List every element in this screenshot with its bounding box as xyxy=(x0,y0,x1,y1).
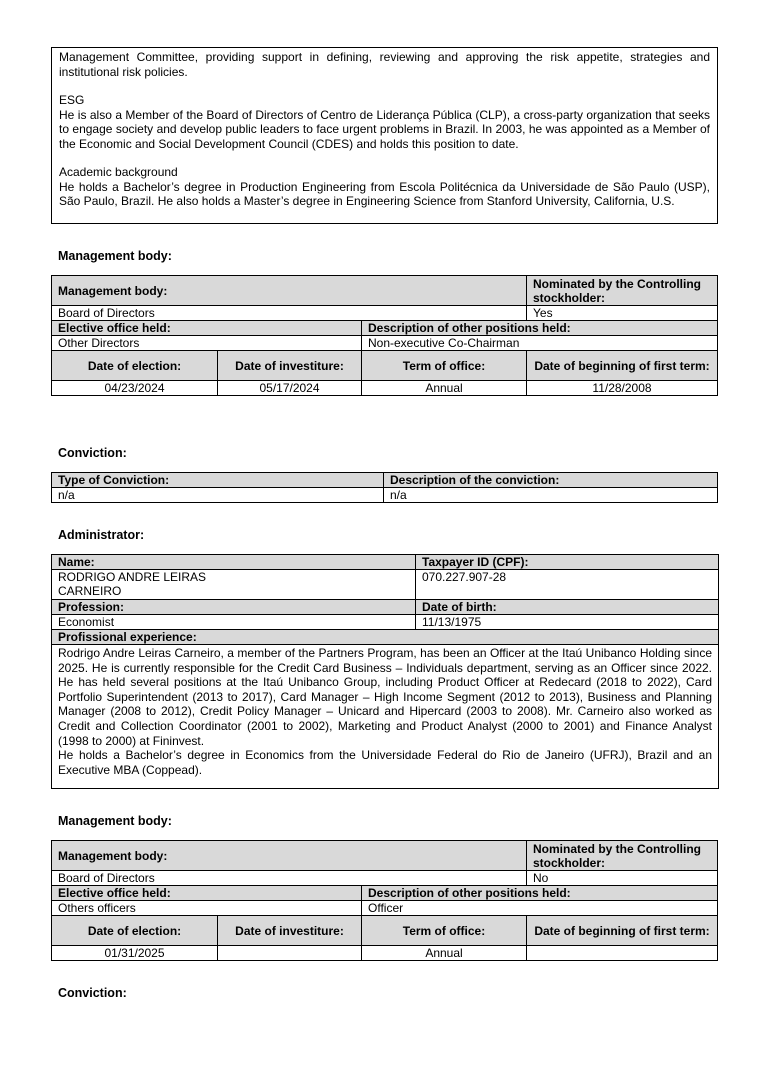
dob-label: Date of birth: xyxy=(416,600,719,615)
other-positions-label: Description of other positions held: xyxy=(362,321,718,336)
esg-text: He is also a Member of the Board of Directors of Centro de Liderança Pública (CLP), a cross-party organization that seeks to engage society and develop public leaders to face urgent problems in Brazil. In 2003, he was appointed as a Member of the Economic and Social Development Council (CDES) and holds this position to date. xyxy=(59,107,710,151)
first-term-value xyxy=(527,946,718,961)
name-value xyxy=(52,570,416,600)
nominated-label: Nominated by the Controlling stockholder: xyxy=(527,276,718,306)
administrator-heading: Administrator: xyxy=(58,528,145,542)
elective-office-value: Others officers xyxy=(52,901,362,916)
date-investiture-value: 05/17/2024 xyxy=(218,381,362,396)
management-body-heading: Management body: xyxy=(58,249,172,263)
management-body-table-2 xyxy=(51,840,718,961)
term-office-value: Annual xyxy=(362,381,527,396)
experience-paragraph-2: He holds a Bachelor’s degree in Economics from the Universidade Federal do Rio de Janeiro (UFRJ), Brazil and an Executive MBA (Coppead). xyxy=(58,748,712,777)
dob-value: 11/13/1975 xyxy=(416,615,719,630)
administrator-table xyxy=(51,554,719,789)
academic-title: Academic background xyxy=(59,165,178,179)
first-term-label: Date of beginning of first term: xyxy=(527,351,718,381)
term-office-label: Term of office: xyxy=(362,916,527,946)
name-label: Name: xyxy=(52,555,416,570)
first-term-label: Date of beginning of first term: xyxy=(527,916,718,946)
name-line-2: CARNEIRO xyxy=(58,584,122,598)
bio-continuation-box xyxy=(51,47,718,224)
cpf-value: 070.227.907-28 xyxy=(416,570,719,600)
experience-value xyxy=(52,645,719,789)
conviction-type-value: n/a xyxy=(52,488,384,503)
management-body-table xyxy=(51,275,718,396)
conviction-type-label: Type of Conviction: xyxy=(52,473,384,488)
date-investiture-label: Date of investiture: xyxy=(218,351,362,381)
experience-label: Profissional experience: xyxy=(52,630,719,645)
conviction-heading-2: Conviction: xyxy=(58,986,127,1000)
date-election-value: 04/23/2024 xyxy=(52,381,218,396)
term-office-value: Annual xyxy=(362,946,527,961)
management-body-label: Management body: xyxy=(52,276,527,306)
elective-office-label: Elective office held: xyxy=(52,321,362,336)
profession-label: Profession: xyxy=(52,600,416,615)
nominated-value: Yes xyxy=(527,306,718,321)
management-body-value: Board of Directors xyxy=(52,871,527,886)
conviction-desc-label: Description of the conviction: xyxy=(384,473,718,488)
first-term-value: 11/28/2008 xyxy=(527,381,718,396)
management-body-heading-2: Management body: xyxy=(58,814,172,828)
conviction-heading: Conviction: xyxy=(58,446,127,460)
management-body-label: Management body: xyxy=(52,841,527,871)
profession-value: Economist xyxy=(52,615,416,630)
conviction-table xyxy=(51,472,718,503)
other-positions-value: Non-executive Co-Chairman xyxy=(362,336,718,351)
cpf-label: Taxpayer ID (CPF): xyxy=(416,555,719,570)
nominated-value: No xyxy=(527,871,718,886)
bio-intro-text: Management Committee, providing support in defining, reviewing and approving the risk appetite, strategies and institutional risk policies. xyxy=(59,50,710,79)
elective-office-value: Other Directors xyxy=(52,336,362,351)
academic-text: He holds a Bachelor’s degree in Production Engineering from Escola Politécnica da Universidade de São Paulo (USP), São Paulo, Brazil. He also holds a Master’s degree in Engineering Science from Stanford University, California, U.S. xyxy=(59,179,710,208)
nominated-label: Nominated by the Controlling stockholder: xyxy=(527,841,718,871)
date-election-label: Date of election: xyxy=(52,351,218,381)
experience-paragraph-1: Rodrigo Andre Leiras Carneiro, a member of the Partners Program, has been an Officer at the Itaú Unibanco Holding since 2025. He is currently responsible for the Credit Card Business – Individuals department, serving as an Officer since 2022. He has held several positions at the Itaú Unibanco Group, including Product Officer at Redecard (2018 to 2022), Card Portfolio Superintendent (2013 to 2017), Card Manager – High Income Segment (2012 to 2013), Business and Planning Manager (2008 to 2012), Credit Policy Manager – Unicard and Hipercard (2003 to 2008). Mr. Carneiro also worked as Credit and Collection Coordinator (2001 to 2002), Marketing and Product Analyst (2000 to 2001) and Finance Analyst (1998 to 2000) at Fininvest. xyxy=(58,646,712,748)
other-positions-label: Description of other positions held: xyxy=(362,886,718,901)
elective-office-label: Elective office held: xyxy=(52,886,362,901)
term-office-label: Term of office: xyxy=(362,351,527,381)
management-body-value: Board of Directors xyxy=(52,306,527,321)
other-positions-value: Officer xyxy=(362,901,718,916)
conviction-desc-value: n/a xyxy=(384,488,718,503)
name-line-1: RODRIGO ANDRE LEIRAS xyxy=(58,570,207,584)
date-election-label: Date of election: xyxy=(52,916,218,946)
date-election-value: 01/31/2025 xyxy=(52,946,218,961)
date-investiture-label: Date of investiture: xyxy=(218,916,362,946)
esg-title: ESG xyxy=(59,93,85,107)
date-investiture-value xyxy=(218,946,362,961)
